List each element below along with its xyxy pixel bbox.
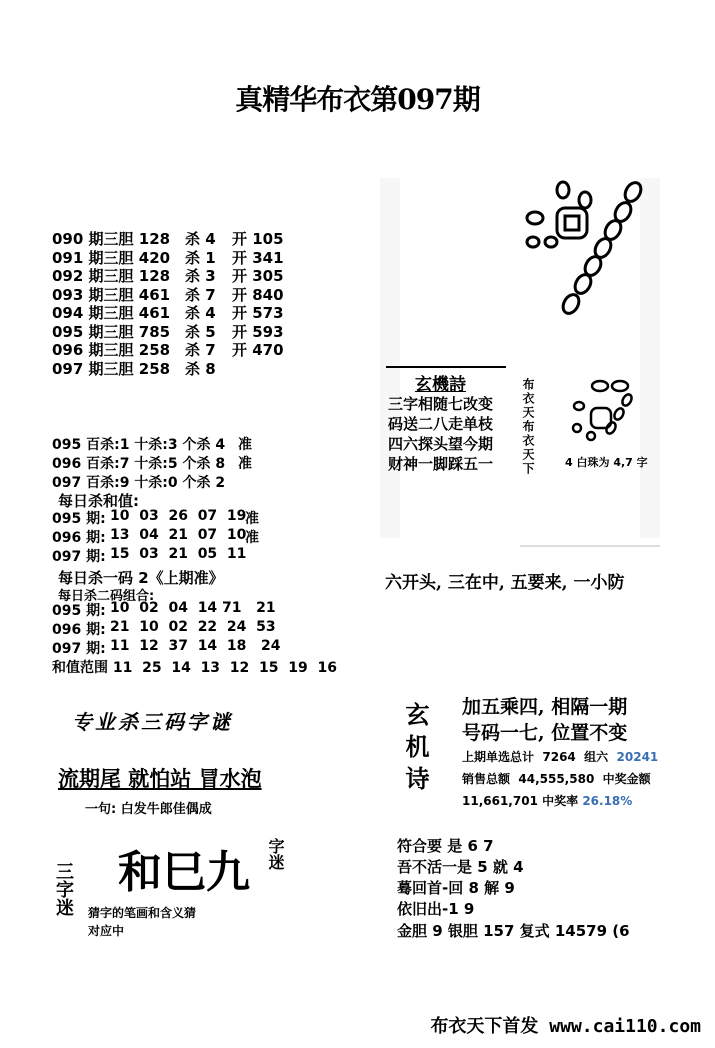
three-char-riddle-label: 三字迷 [53,862,74,916]
last-single-num: 7264 [542,750,576,764]
poem-rule [386,366,506,368]
riddle-hint: 猜字的笔画和含义猜 [88,906,197,920]
three-gall-period: 092 期三胆 128 [52,267,171,285]
three-char-riddle-label-right: 字迷 [266,838,285,870]
pro-kill-title: 专业杀三码字谜 [72,710,233,734]
prize-total: 11,661,701 [462,794,538,808]
sales-row [462,770,651,787]
three-gall-kill: 杀 7 [185,285,216,304]
background-shade [380,178,400,538]
prize-rate-label: 中奖率 [542,794,579,808]
divider [520,545,660,547]
sales-total-label: 销售总额 [462,772,511,786]
two-code-nums: 21 10 02 22 24 53 [110,619,276,635]
big-riddle: 和巳九 [118,847,250,898]
white-bead-note: 4 白珠为 4,7 字 [565,456,648,469]
three-gall-open: 开 573 [232,304,284,322]
riddle2-line: 吾不活一是 5 就 4 [397,858,524,876]
two-code-label: 096 期: [52,622,106,638]
two-code-nums: 10 02 04 14 71 21 [110,600,276,616]
sum-kill-nums: 10 03 26 07 19 [110,508,247,524]
poem-line: 三字相随七改变 [388,395,494,413]
last-single-sum-label: 上期单选总计 [462,750,535,764]
three-gall-period: 090 期三胆 128 [52,230,171,248]
three-gall-period: 094 期三胆 461 [52,304,171,322]
riddle-hint2: 对应中 [88,924,125,938]
six-head-line: 六开头, 三在中, 五要来, 一小防 [385,573,625,593]
riddle2-line: 符合要 是 6 7 [397,837,494,855]
three-gall-kill: 杀 3 [185,267,216,285]
three-gall-open: 开 840 [232,285,284,304]
three-gall-open: 开 470 [232,341,284,359]
riddle2-line: 依旧出-1 9 [397,900,475,918]
footer-brand: 布衣天下首发 www.cai110.com [430,1016,701,1037]
three-gall-period: 097 期三胆 258 [52,359,171,378]
sum-kill-mark: 准 [245,511,259,527]
position-kill-text: 097 百杀:9 十杀:0 个杀 2 [52,475,226,491]
sales-total: 44,555,580 [518,772,595,786]
sum-kill-label: 096 期: [52,530,106,546]
riddle2-line: 蓦回首-回 8 解 9 [397,879,515,897]
position-kill-mark: 准 [238,437,252,453]
three-gall-period: 095 期三胆 785 [52,322,171,341]
sum-range: 和值范围 11 25 14 13 12 15 19 16 [52,660,337,676]
two-code-label: 097 期: [52,641,106,657]
xuanji-label: 玄机诗 [401,702,430,798]
position-kill-text: 095 百杀:1 十杀:3 个杀 4 [52,437,226,453]
two-code-nums: 11 12 37 14 18 24 [110,638,281,654]
sum-kill-mark: 准 [245,530,259,546]
three-gall-kill: 杀 1 [185,248,216,267]
sum-kill-nums: 15 03 21 05 11 [110,546,247,562]
three-gall-kill: 杀 4 [185,230,216,248]
sum-kill-nums: 13 04 21 07 10 [110,527,247,543]
xuanji-line1: 加五乘四, 相隔一期 [462,696,628,718]
three-gall-kill: 杀 8 [185,359,216,378]
sum-kill-label: 097 期: [52,549,106,565]
poem-line: 四六探头望今期 [388,435,494,453]
vertical-brand: 布衣天布衣天下 [521,378,535,476]
three-gall-open: 开 341 [232,248,284,267]
gold-line: 金胆 9 银胆 157 复式 14579 (6 [397,922,630,940]
three-gall-open: 开 593 [232,322,284,341]
three-gall-kill: 杀 7 [185,341,216,359]
one-sentence: 一句: 白发牛郎佳偶成 [85,802,212,817]
last-single-row [462,748,658,765]
page-title: 真精华布衣第097期 [235,83,480,116]
xuanji-line2: 号码一七, 位置不变 [462,722,628,744]
bead-pattern-image-2 [565,378,645,448]
three-gall-kill: 杀 5 [185,322,216,341]
position-kill-mark: 准 [238,456,252,472]
bead-pattern-image [505,180,655,315]
three-gall-kill: 杀 4 [185,304,216,322]
prize-total-label: 中奖金额 [602,772,651,786]
two-code-label: 095 期: [52,603,106,619]
three-gall-open: 开 105 [232,230,284,248]
sum-kill-label: 095 期: [52,511,106,527]
three-gall-period: 093 期三胆 461 [52,285,171,304]
poem-line: 码送二八走单枝 [388,415,494,433]
three-gall-open: 开 305 [232,267,284,285]
three-gall-period: 091 期三胆 420 [52,248,171,267]
group-six-num: 20241 [616,750,659,764]
poem-title: 玄機詩 [415,375,466,395]
two-code-title: 每日杀二码组合: [58,589,155,604]
group-six-label: 组六 [584,750,609,764]
riddle-line: 流期尾 就怕站 冒水泡 [58,767,262,791]
prize-row [462,792,632,809]
position-kill-text: 096 百杀:7 十杀:5 个杀 8 [52,456,226,472]
three-gall-period: 096 期三胆 258 [52,341,171,359]
poem-line: 财神一脚踩五一 [388,455,494,473]
sum-kill-title: 每日杀和值: [58,492,139,510]
prize-rate: 26.18% [582,794,633,808]
one-code-kill: 每日杀一码 2《上期准》 [58,569,224,587]
